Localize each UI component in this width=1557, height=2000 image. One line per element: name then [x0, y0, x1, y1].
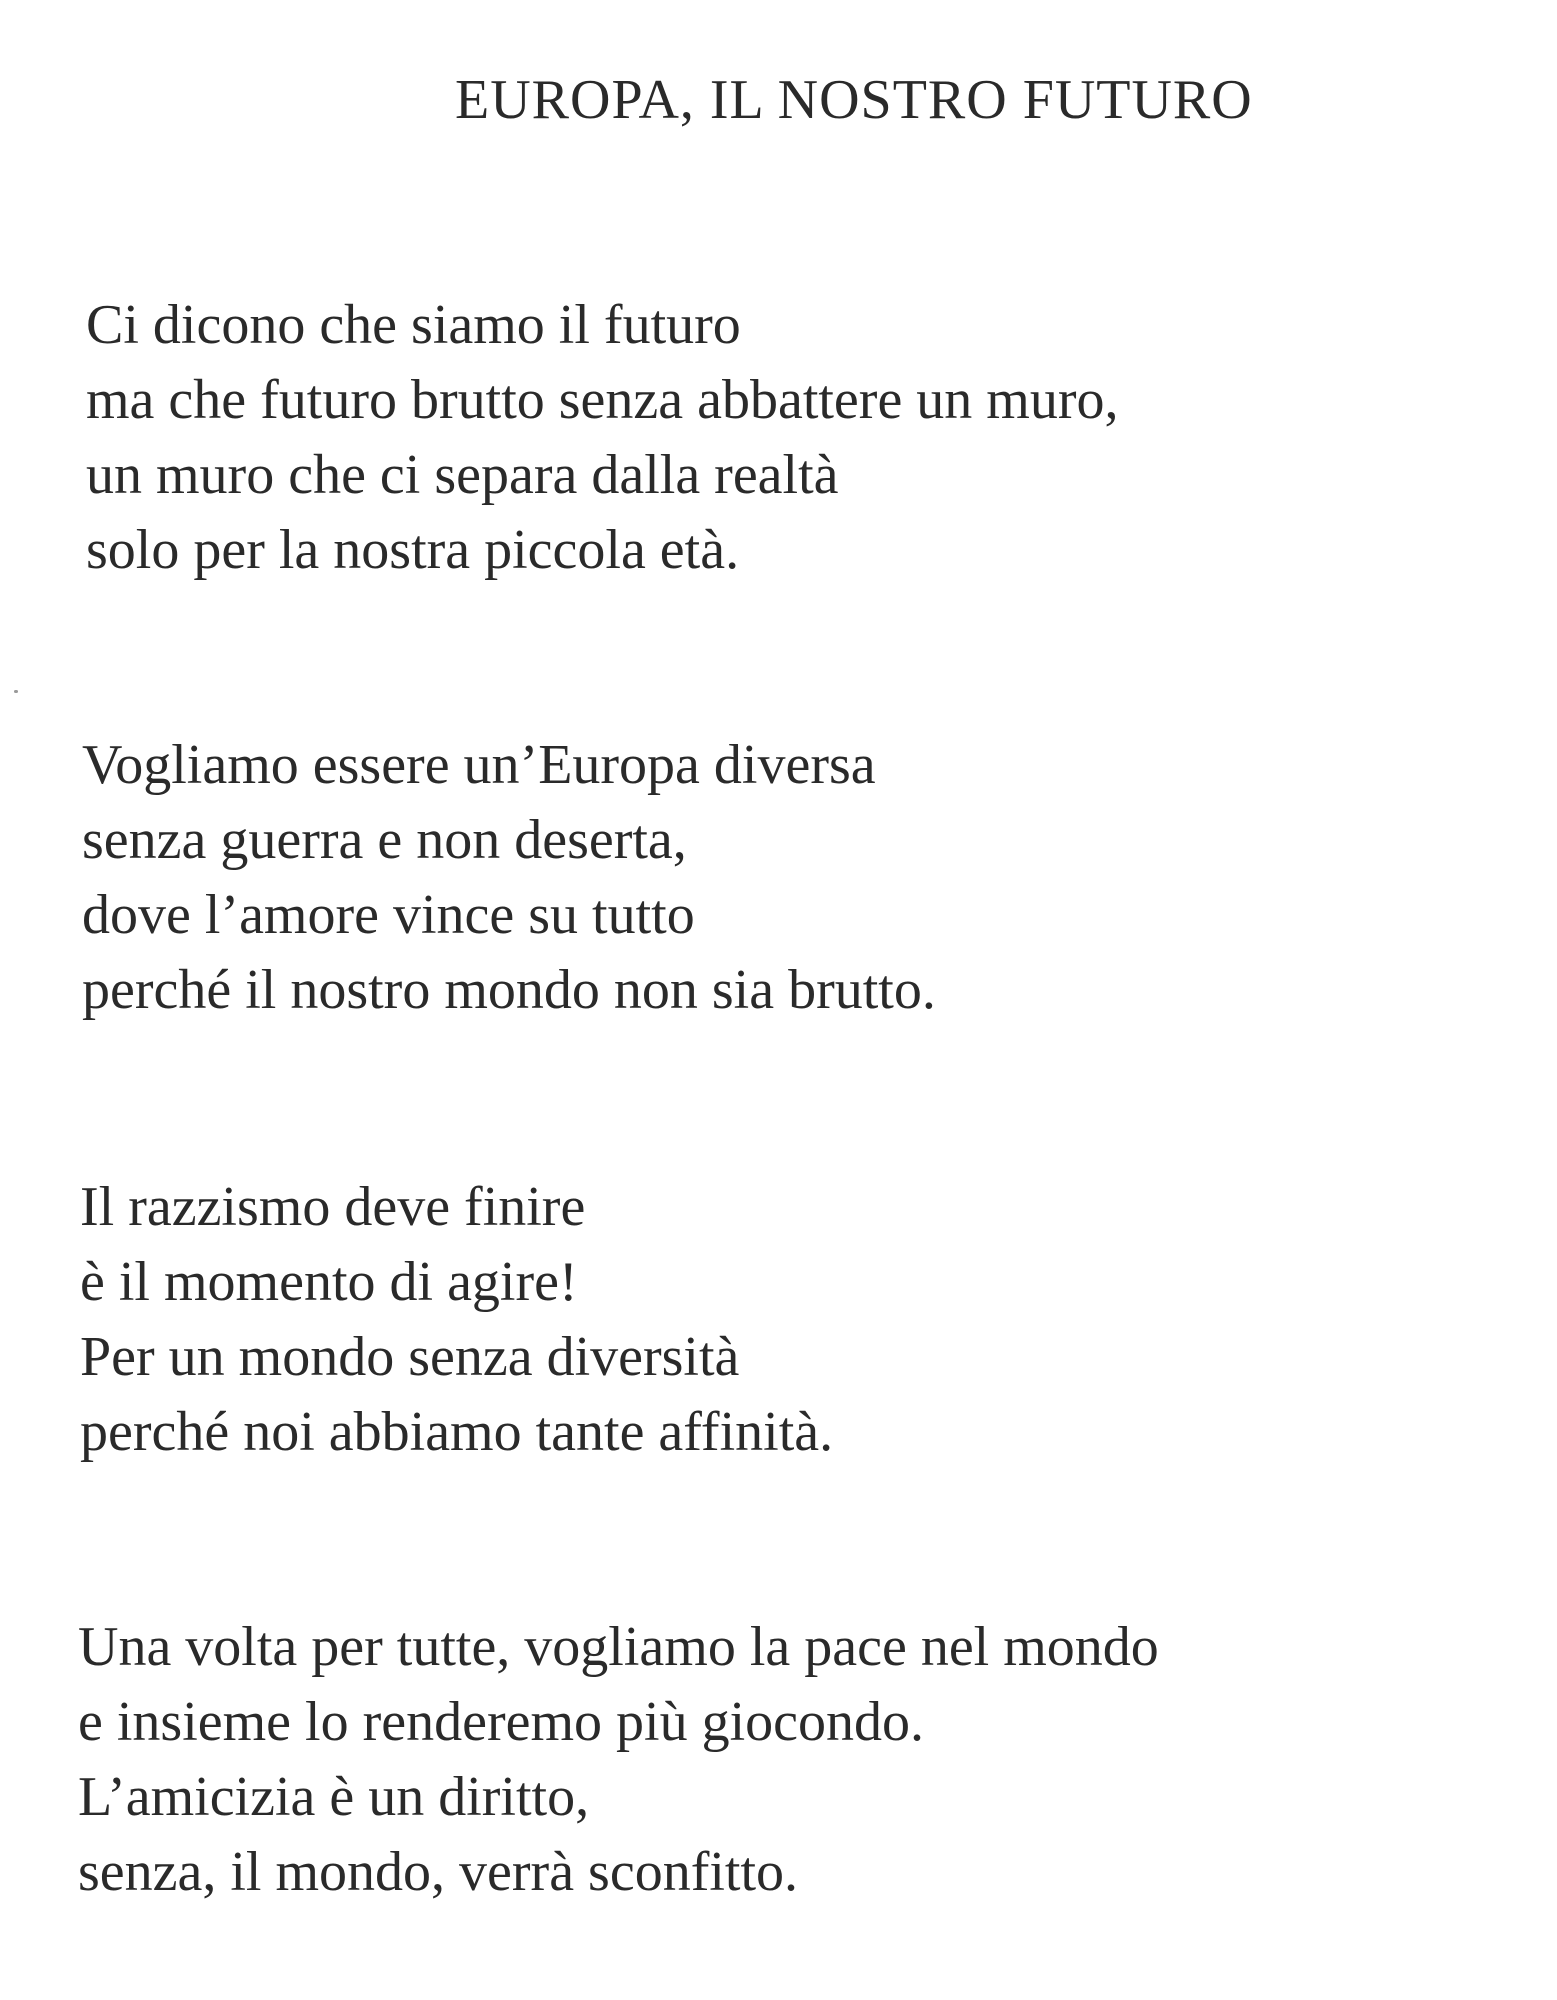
poem-line: perché noi abbiamo tante affinità.	[80, 1401, 834, 1463]
poem-line: Per un mondo senza diversità	[80, 1326, 740, 1388]
poem-line: è il momento di agire!	[80, 1251, 578, 1313]
poem-line: dove l’amore vince su tutto	[82, 884, 695, 946]
poem-line: perché il nostro mondo non sia brutto.	[82, 959, 936, 1021]
stanza-3	[80, 1170, 1480, 1470]
poem-line: Il razzismo deve finire	[80, 1176, 586, 1238]
poem-line: senza guerra e non deserta,	[82, 809, 687, 871]
stanza-4	[78, 1610, 1478, 1910]
poem-line: Vogliamo essere un’Europa diversa	[82, 734, 876, 796]
stanza-1	[86, 288, 1486, 588]
poem-line: Una volta per tutte, vogliamo la pace nel mondo	[78, 1616, 1159, 1678]
stanza-2	[82, 728, 1482, 1028]
poem-line: un muro che ci separa dalla realtà	[86, 444, 839, 506]
poem-line: ma che futuro brutto senza abbattere un muro,	[86, 369, 1119, 431]
poem-line: e insieme lo renderemo più giocondo.	[78, 1691, 924, 1753]
poem-line: L’amicizia è un diritto,	[78, 1766, 590, 1828]
scan-speck	[14, 690, 18, 693]
poem-line: senza, il mondo, verrà sconfitto.	[78, 1841, 799, 1903]
poem-line: Ci dicono che siamo il futuro	[86, 294, 741, 356]
poem-line: solo per la nostra piccola età.	[86, 519, 740, 581]
poem-title: EUROPA, IL NOSTRO FUTURO	[455, 69, 1253, 131]
